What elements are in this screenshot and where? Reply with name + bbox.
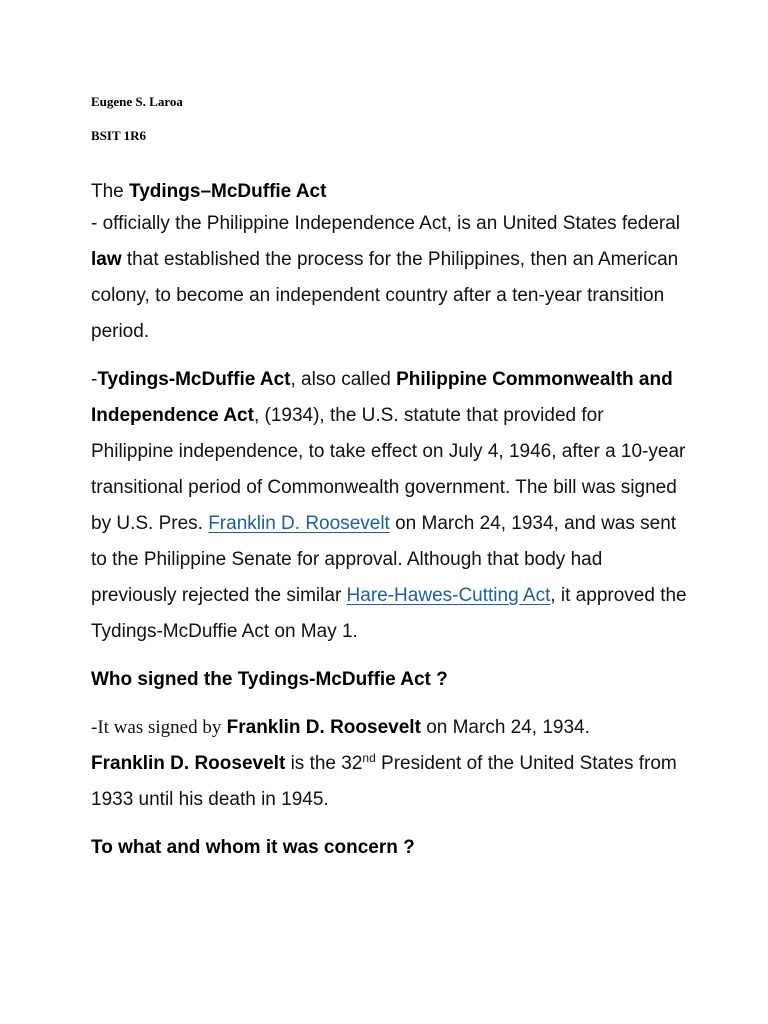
answer-name-2: Franklin D. Roosevelt (91, 753, 286, 774)
title-act-name: Tydings–McDuffie Act (129, 181, 327, 202)
definition-text-a: - officially the Philippine Independence Act, is an United States federal (91, 213, 681, 234)
document-body (91, 178, 691, 866)
definition-law-bold: law (91, 249, 122, 270)
question-who-signed (91, 662, 691, 698)
roosevelt-link[interactable]: Franklin D. Roosevelt (208, 513, 390, 534)
answer-rest: President of the United States from 1933 until his death in 1945. (91, 753, 677, 810)
question-concern (91, 830, 691, 866)
description-act-name: Tydings-McDuffie Act (97, 369, 291, 390)
definition-text-b: that established the process for the Philippines, then an American colony, to become an independent country after a ten-year transition period. (91, 249, 679, 342)
hare-hawes-cutting-link[interactable]: Hare-Hawes-Cutting Act (346, 585, 551, 606)
answer-who-signed (91, 710, 691, 818)
document-title (91, 178, 691, 206)
description-alt-name: Philippine Commonwealth and Independence Act (91, 369, 673, 426)
answer-lead: -It was signed by (91, 717, 222, 738)
section-code: BSIT 1R6 (91, 128, 147, 143)
description-text-a: , (1934), the U.S. statute that provided for Philippine independence, to take effect on July 4, 1946, after a 10-year transitional period of Commonwealth government. The bill was signed by U.S. Pres. (91, 405, 686, 534)
description-text-c: , it approved the Tydings-McDuffie Act on May 1. (91, 585, 687, 642)
answer-ordinal-sup: nd (362, 751, 376, 765)
paragraph-definition (91, 206, 691, 350)
description-also-called: , also called (290, 369, 391, 390)
author-name: Eugene S. Laroa (91, 94, 183, 109)
answer-date: on March 24, 1934. (426, 717, 590, 738)
question-concern-text: To what and whom it was concern ? (91, 837, 415, 858)
answer-is-the: is the 32 (290, 753, 363, 774)
paragraph-description (91, 362, 691, 650)
description-text-b: on March 24, 1934, and was sent to the Philippine Senate for approval. Although that body had previously rejected the similar (91, 513, 677, 606)
answer-name: Franklin D. Roosevelt (226, 717, 421, 738)
question-who-signed-text: Who signed the Tydings-McDuffie Act ? (91, 669, 448, 690)
description-dash: - (91, 369, 98, 390)
title-prefix: The (91, 181, 124, 202)
